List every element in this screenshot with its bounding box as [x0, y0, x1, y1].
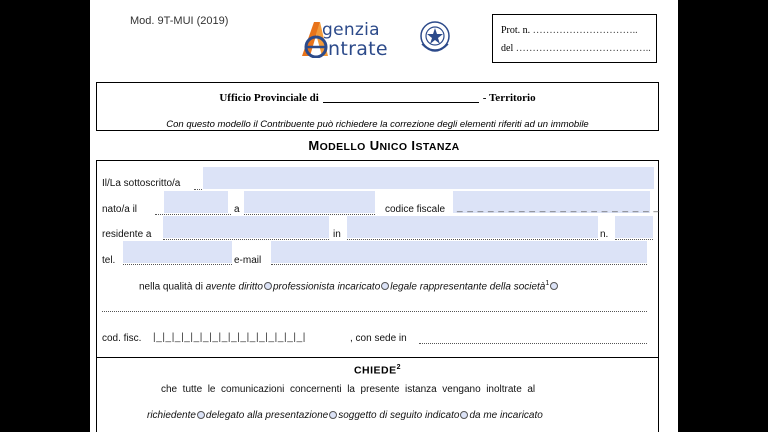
italian-emblem-icon: [416, 18, 454, 58]
codice-fiscale-label: codice fiscale: [385, 204, 446, 215]
soggetto-indicato-radio[interactable]: [460, 411, 468, 419]
office-note: Con questo modello il Contribuente può richiedere la correzione degli elementi riferiti ad un immobile: [166, 119, 589, 130]
qualita-professionista-radio[interactable]: [381, 282, 389, 290]
prot-label: Prot. n.: [501, 25, 531, 36]
office-line: [97, 92, 658, 105]
n-label: n.: [600, 229, 609, 240]
sottoscritto-label: Il/La sottoscritto/a: [102, 178, 181, 189]
richiedente-radio[interactable]: [197, 411, 205, 419]
qualita-option-label: avente diritto: [205, 281, 263, 293]
logo-agenzia-text: genzia: [322, 20, 380, 40]
birth-date-input[interactable]: [164, 191, 228, 213]
delegato-radio[interactable]: [329, 411, 337, 419]
nato-label: nato/a il: [102, 204, 138, 215]
address-input[interactable]: [347, 216, 598, 238]
email-input[interactable]: [271, 241, 647, 263]
chiede-text: che tutte le comunicazioni concernenti la presente istanza vengano inoltrate al: [161, 384, 536, 395]
in-label: in: [333, 229, 341, 240]
company-name-field[interactable]: [102, 311, 647, 312]
a-label: a: [234, 204, 240, 215]
codice-fiscale-dashes: _ _ _ _ _ _ _ _ _ _ _ _ _ _ _ _ _ _ _ _: [457, 202, 661, 213]
residenza-city-input[interactable]: [163, 216, 329, 238]
applicant-box: [96, 160, 659, 432]
model-code: Mod. 9T-MUI (2019): [130, 15, 229, 27]
agenzia-entrate-logo: [296, 16, 456, 62]
sede-input[interactable]: [419, 343, 647, 344]
chiede-options: richiedente delegato alla presentazione soggetto di seguito indicato da me incaricato: [147, 410, 543, 421]
residente-label: residente a: [102, 229, 152, 240]
form-title: MODELLO UNICO ISTANZA: [308, 138, 460, 153]
sede-label: , con sede in: [350, 333, 407, 344]
qualita-line: nella qualità di avente diritto professionista incaricato legale rappresentante della società$^1$: [139, 280, 559, 292]
del-label: del: [501, 43, 514, 54]
chiede-heading: CHIEDE$^2$: [353, 364, 402, 377]
house-number-input[interactable]: [615, 216, 653, 238]
tel-input[interactable]: [123, 241, 232, 263]
sottoscritto-input[interactable]: [203, 167, 654, 189]
qualita-legale-rappresentante-radio[interactable]: [550, 282, 558, 290]
email-label: e-mail: [234, 255, 262, 266]
office-province-field[interactable]: [323, 90, 479, 103]
logo-entrate-text: ntrate: [328, 38, 388, 60]
prot-number-field[interactable]: …………………………..: [532, 25, 638, 36]
office-suffix: - Territorio: [482, 92, 536, 104]
qualita-avente-diritto-radio[interactable]: [264, 282, 272, 290]
office-box: [96, 82, 659, 131]
tel-label: tel.: [102, 255, 116, 266]
del-date-field[interactable]: …………………………………..: [515, 43, 651, 54]
cod-fisc-label: cod. fisc.: [102, 333, 142, 344]
form-page: [90, 0, 678, 432]
office-label: Ufficio Provinciale di: [219, 92, 319, 104]
protocol-box: [492, 14, 657, 63]
birth-place-input[interactable]: [244, 191, 375, 213]
cod-fisc-boxes[interactable]: |_|_|_|_|_|_|_|_|_|_|_|_|_|_|_|_|: [153, 332, 306, 343]
